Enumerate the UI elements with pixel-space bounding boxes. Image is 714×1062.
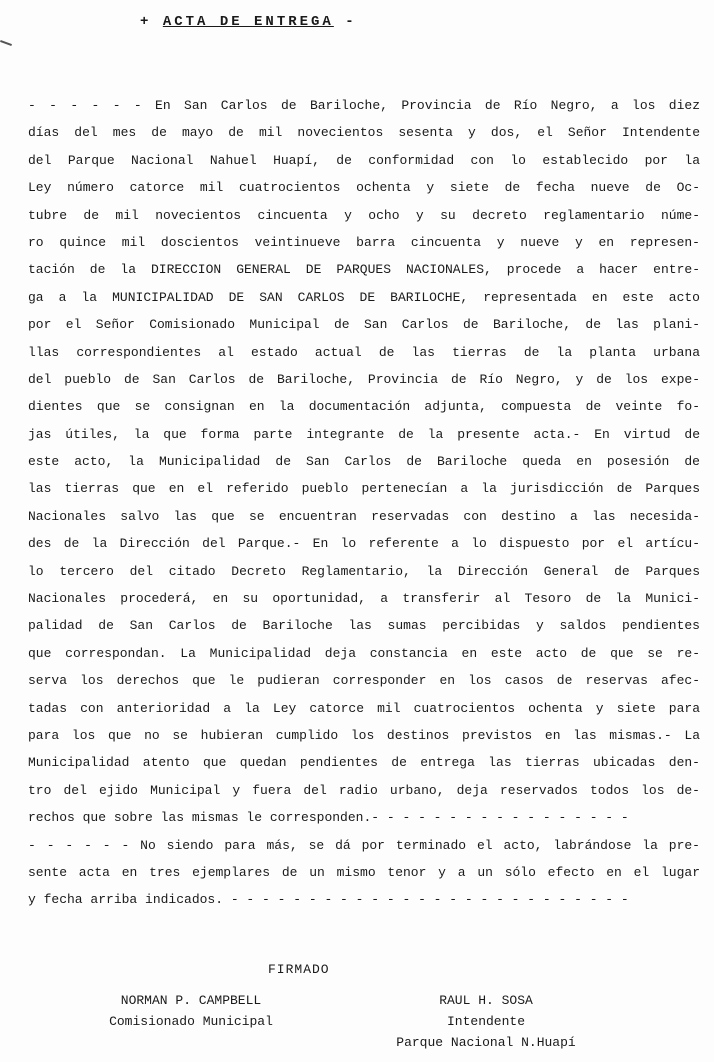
body-line: des de la Dirección del Parque.- En lo referente a lo dispuesto por el artícu- <box>28 536 700 552</box>
body-line: Municipalidad atento que quedan pendientes de entrega las tierras ubicadas den- <box>28 755 700 771</box>
body-line: por el Señor Comisionado Municipal de San Carlos de Bariloche, de las plani- <box>28 317 700 333</box>
body-line: jas útiles, la que forma parte integrante de la presente acta.- En virtud de <box>28 426 700 442</box>
body-line: dientes que se consignan en la documentación adjunta, compuesta de veinte fo- <box>28 399 700 415</box>
body-line: las tierras que en el referido pueblo pertenecían a la jurisdicción de Parques <box>28 481 700 497</box>
signatory-role: Comisionado Municipal <box>109 1014 273 1029</box>
body-line: palidad de San Carlos de Bariloche las sumas percibidas y saldos pendientes <box>28 618 700 634</box>
body-line: lo tercero del citado Decreto Reglamentario, la Dirección General de Parques <box>28 563 700 579</box>
signature-block-left <box>96 990 286 1032</box>
body-line: este acto, la Municipalidad de San Carlos de Bariloche queda en posesión de <box>28 454 700 470</box>
body-line: que correspondan. La Municipalidad deja constancia en este acto de que se re- <box>28 645 700 661</box>
body-line: tubre de mil novecientos cincuenta y ocho y su decreto reglamentario núme- <box>28 207 700 223</box>
title-suffix: - <box>345 14 357 30</box>
body-line: del Parque Nacional Nahuel Huapí, de conformidad con lo establecido por la <box>28 152 700 168</box>
body-line: llas correspondientes al estado actual de las tierras de la planta urbana <box>28 344 700 360</box>
body-line: - - - - - - En San Carlos de Bariloche, Provincia de Río Negro, a los diez <box>28 98 700 113</box>
signatory-org: Parque Nacional N.Huapí <box>396 1035 576 1050</box>
signatory-name: RAUL H. SOSA <box>439 993 533 1008</box>
body-line: días del mes de mayo de mil novecientos sesenta y dos, el Señor Intendente <box>28 125 700 141</box>
document-title <box>140 14 357 30</box>
signatory-role: Intendente <box>446 1014 525 1029</box>
margin-mark <box>0 40 12 46</box>
body-line: y fecha arriba indicados. - - - - - - - - - - - - - - - - - - - - - - - - - - <box>28 892 629 908</box>
body-line: Nacionales salvo las que se encuentran reservadas con destino a las necesida- <box>28 508 700 524</box>
body-line: - - - - - - No siendo para más, se dá por terminado el acto, labrándose la pre- <box>28 837 700 853</box>
body-line: tadas con anterioridad a la Ley catorce mil cuatrocientos ochenta y siete para <box>28 700 700 716</box>
signature-block-right <box>376 990 596 1053</box>
signed-label: FIRMADO <box>268 962 330 977</box>
document-body <box>28 92 708 914</box>
body-line: serva los derechos que le pudieran corresponder en los casos de reservas afec- <box>28 673 700 689</box>
body-line: para los que no se hubieran cumplido los destinos previstos en las mismas.- La <box>28 727 700 743</box>
body-line: Ley número catorce mil cuatrocientos ochenta y siete de fecha nueve de Oc- <box>28 180 700 196</box>
title-text: ACTA DE ENTREGA <box>162 14 334 30</box>
title-prefix: + <box>140 14 152 30</box>
signatory-name: NORMAN P. CAMPBELL <box>120 993 262 1008</box>
body-line: ro quince mil doscientos veintinueve barra cincuenta y nueve y en represen- <box>28 234 700 250</box>
body-line: sente acta en tres ejemplares de un mismo tenor y a un sólo efecto en el lugar <box>28 864 700 880</box>
body-line: tación de la DIRECCION GENERAL DE PARQUES NACIONALES, procede a hacer entre- <box>28 262 700 278</box>
body-line: rechos que sobre las mismas le corresponden.- - - - - - - - - - - - - - - - - <box>28 810 629 826</box>
body-line: tro del ejido Municipal y fuera del radio urbano, deja reservados todos los de- <box>28 782 700 798</box>
body-line: del pueblo de San Carlos de Bariloche, Provincia de Río Negro, y de los expe- <box>28 371 700 387</box>
body-line: Nacionales procederá, en su oportunidad, a transferir al Tesoro de la Munici- <box>28 591 700 607</box>
body-line: ga a la MUNICIPALIDAD DE SAN CARLOS DE BARILOCHE, representada en este acto <box>28 289 700 305</box>
